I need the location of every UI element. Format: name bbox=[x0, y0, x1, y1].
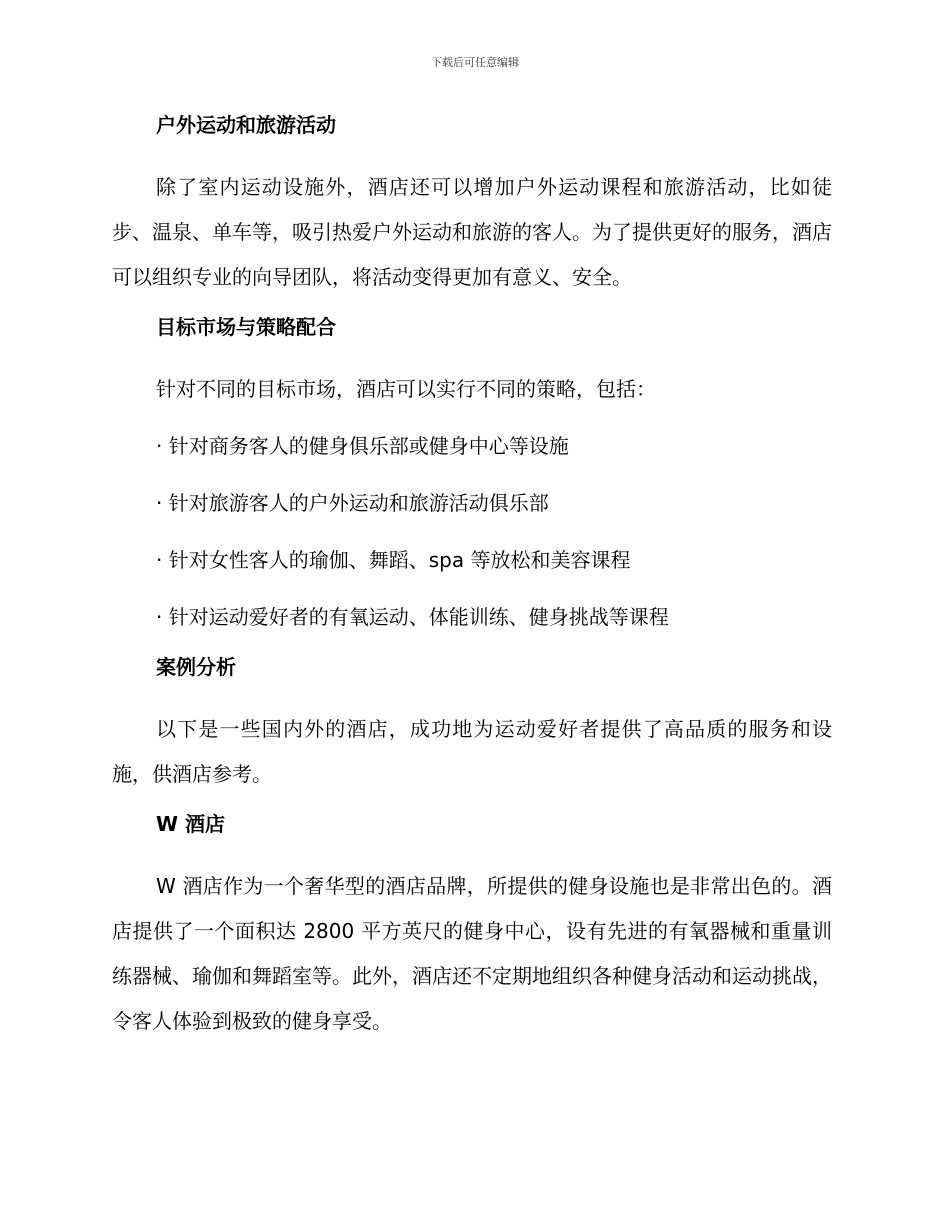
list-item: · 针对运动爱好者的有氧运动、体能训练、健身挑战等课程 bbox=[156, 605, 669, 629]
section-paragraph-w-hotel: W 酒店作为一个奢华型的酒店品牌，所提供的健身设施也是非常出色的。酒店提供了一个面积达 2800 平方英尺的健身中心，设有先进的有氧器械和重量训练器械、瑜伽和舞蹈室等。此外，酒店还不定期地组织各种健身活动和运动挑战，令客人体验到极致的健身享受。 bbox=[112, 874, 832, 1033]
list-item: · 针对女性客人的瑜伽、舞蹈、spa 等放松和美容课程 bbox=[156, 548, 631, 572]
section-paragraph-outdoor: 除了室内运动设施外，酒店还可以增加户外运动课程和旅游活动，比如徒步、温泉、单车等，吸引热爱户外运动和旅游的客人。为了提供更好的服务，酒店可以组织专业的向导团队，将活动变得更加有意义、安全。 bbox=[112, 175, 832, 289]
list-item: · 针对旅游客人的户外运动和旅游活动俱乐部 bbox=[156, 491, 549, 515]
section-heading-outdoor: 户外运动和旅游活动 bbox=[156, 113, 336, 137]
section-paragraph-target-market: 针对不同的目标市场，酒店可以实行不同的策略，包括： bbox=[156, 377, 656, 401]
list-item: · 针对商务客人的健身俱乐部或健身中心等设施 bbox=[156, 434, 569, 458]
section-paragraph-case-study: 以下是一些国内外的酒店，成功地为运动爱好者提供了高品质的服务和设施，供酒店参考。 bbox=[112, 717, 832, 786]
section-heading-w-hotel: W 酒店 bbox=[156, 812, 226, 836]
document-body bbox=[112, 110, 832, 1056]
header-note: 下载后可任意编辑 bbox=[431, 56, 519, 69]
section-heading-case-study: 案例分析 bbox=[156, 655, 236, 679]
section-heading-target-market: 目标市场与策略配合 bbox=[156, 315, 336, 339]
